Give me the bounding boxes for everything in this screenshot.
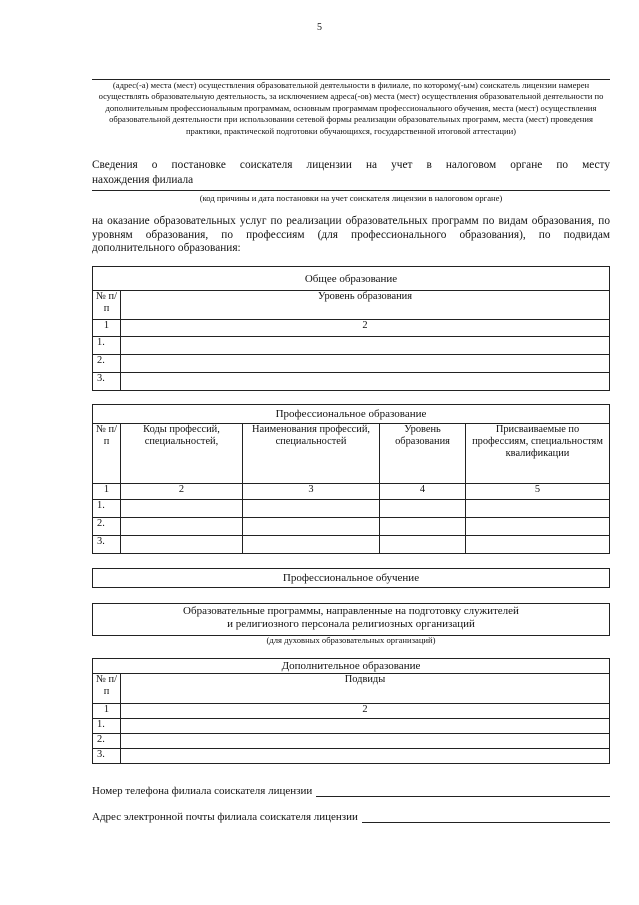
table-row	[93, 734, 610, 749]
religious-programs-box	[92, 603, 610, 636]
index-cell: 4	[380, 484, 466, 500]
religious-line-2: и религиозного персонала религиозных организаций	[227, 618, 475, 630]
vocational-training-box	[92, 568, 610, 588]
religious-note: (для духовных образовательных организаций)	[266, 635, 436, 645]
tax-note: (код причины и дата постановки на учет соискателя лицензии в налоговом органе)	[92, 190, 610, 203]
additional-table-caption: Дополнительное образование	[93, 659, 610, 674]
general-table-caption: Общее образование	[93, 267, 610, 291]
header-level: Уровень образования	[380, 424, 466, 484]
vocational-training-label: Профессиональное обучение	[282, 572, 420, 584]
index-cell: 3	[243, 484, 380, 500]
table-cell[interactable]	[121, 355, 610, 373]
religious-line-1: Образовательные программы, направленные на подготовку служителей	[183, 605, 519, 617]
header-education-level: Уровень образования	[121, 291, 610, 320]
phone-label: Номер телефона филиала соискателя лицензии	[92, 785, 313, 797]
table-row	[93, 749, 610, 764]
services-text: на оказание образовательных услуг по реализации образовательных программ по видам образования, по уровням образования, по профессиям (для профессионального образования), по подвидам дополнительного образования:	[92, 215, 610, 255]
additional-education-table	[92, 658, 610, 764]
tax-registration-text	[92, 158, 610, 187]
table-cell[interactable]	[466, 518, 610, 536]
index-cell: 1	[93, 320, 121, 337]
table-row	[93, 536, 610, 554]
table-cell[interactable]	[466, 536, 610, 554]
row-number: 3.	[93, 536, 121, 554]
header-subtypes: Подвиды	[121, 674, 610, 704]
professional-table-caption: Профессиональное образование	[93, 405, 610, 424]
table-cell[interactable]	[121, 749, 610, 764]
table-cell[interactable]	[121, 518, 243, 536]
table-row	[93, 337, 610, 355]
phone-field	[92, 785, 610, 797]
row-number: 3.	[93, 749, 121, 764]
table-row	[93, 500, 610, 518]
table-cell[interactable]	[243, 536, 380, 554]
row-number: 1.	[93, 500, 121, 518]
header-names: Наименования профессий, специальностей	[243, 424, 380, 484]
row-number: 2.	[93, 518, 121, 536]
index-cell: 2	[121, 484, 243, 500]
table-cell[interactable]	[380, 518, 466, 536]
table-cell[interactable]	[121, 734, 610, 749]
table-row	[93, 373, 610, 391]
row-number: 3.	[93, 373, 121, 391]
table-cell[interactable]	[121, 373, 610, 391]
header-number: № п/п	[93, 291, 121, 320]
page-number: 5	[317, 22, 322, 33]
row-number: 2.	[93, 355, 121, 373]
index-cell: 1	[93, 484, 121, 500]
row-number: 2.	[93, 734, 121, 749]
row-number: 1.	[93, 719, 121, 734]
table-row	[93, 518, 610, 536]
general-education-table	[92, 266, 610, 391]
tax-text-line-2: нахождения филиала	[92, 173, 194, 186]
table-cell[interactable]	[380, 500, 466, 518]
table-cell[interactable]	[466, 500, 610, 518]
email-field	[92, 811, 610, 823]
table-cell[interactable]	[121, 719, 610, 734]
table-cell[interactable]	[243, 518, 380, 536]
index-cell: 1	[93, 704, 121, 719]
table-cell[interactable]	[121, 536, 243, 554]
table-cell[interactable]	[380, 536, 466, 554]
tax-text-line-1: Сведения о постановке соискателя лицензии на учет в налоговом органе по месту	[92, 159, 610, 171]
row-number: 1.	[93, 337, 121, 355]
table-row	[93, 355, 610, 373]
email-label: Адрес электронной почты филиала соискателя лицензии	[92, 811, 358, 823]
table-cell[interactable]	[121, 337, 610, 355]
professional-education-table	[92, 404, 610, 554]
header-number: № п/п	[93, 674, 121, 704]
email-input-line[interactable]	[362, 811, 610, 823]
table-cell[interactable]	[121, 500, 243, 518]
phone-input-line[interactable]	[316, 785, 610, 797]
address-note: (адрес(-а) места (мест) осуществления образовательной деятельности в филиале, по которому(-ым) соискатель лицензии намерен осуществлять образовательную деятельность, за исключением адреса(-ов) места (мест) осуществления образовательной деятельности по дополнительным профессиональным программам, основным программам профессионального обучения, места (мест) осуществления образовательной деятельности при использовании сетевой формы реализации образовательных программ, места (мест) проведения практики, практической подготовки обучающихся, государственной итоговой аттестации)	[92, 79, 610, 137]
table-cell[interactable]	[243, 500, 380, 518]
header-codes: Коды профессий, специальностей,	[121, 424, 243, 484]
header-qualifications: Присваиваемые по профессиям, специальностям квалификации	[466, 424, 610, 484]
index-cell: 5	[466, 484, 610, 500]
index-cell: 2	[121, 320, 610, 337]
header-number: № п/п	[93, 424, 121, 484]
index-cell: 2	[121, 704, 610, 719]
table-row	[93, 719, 610, 734]
